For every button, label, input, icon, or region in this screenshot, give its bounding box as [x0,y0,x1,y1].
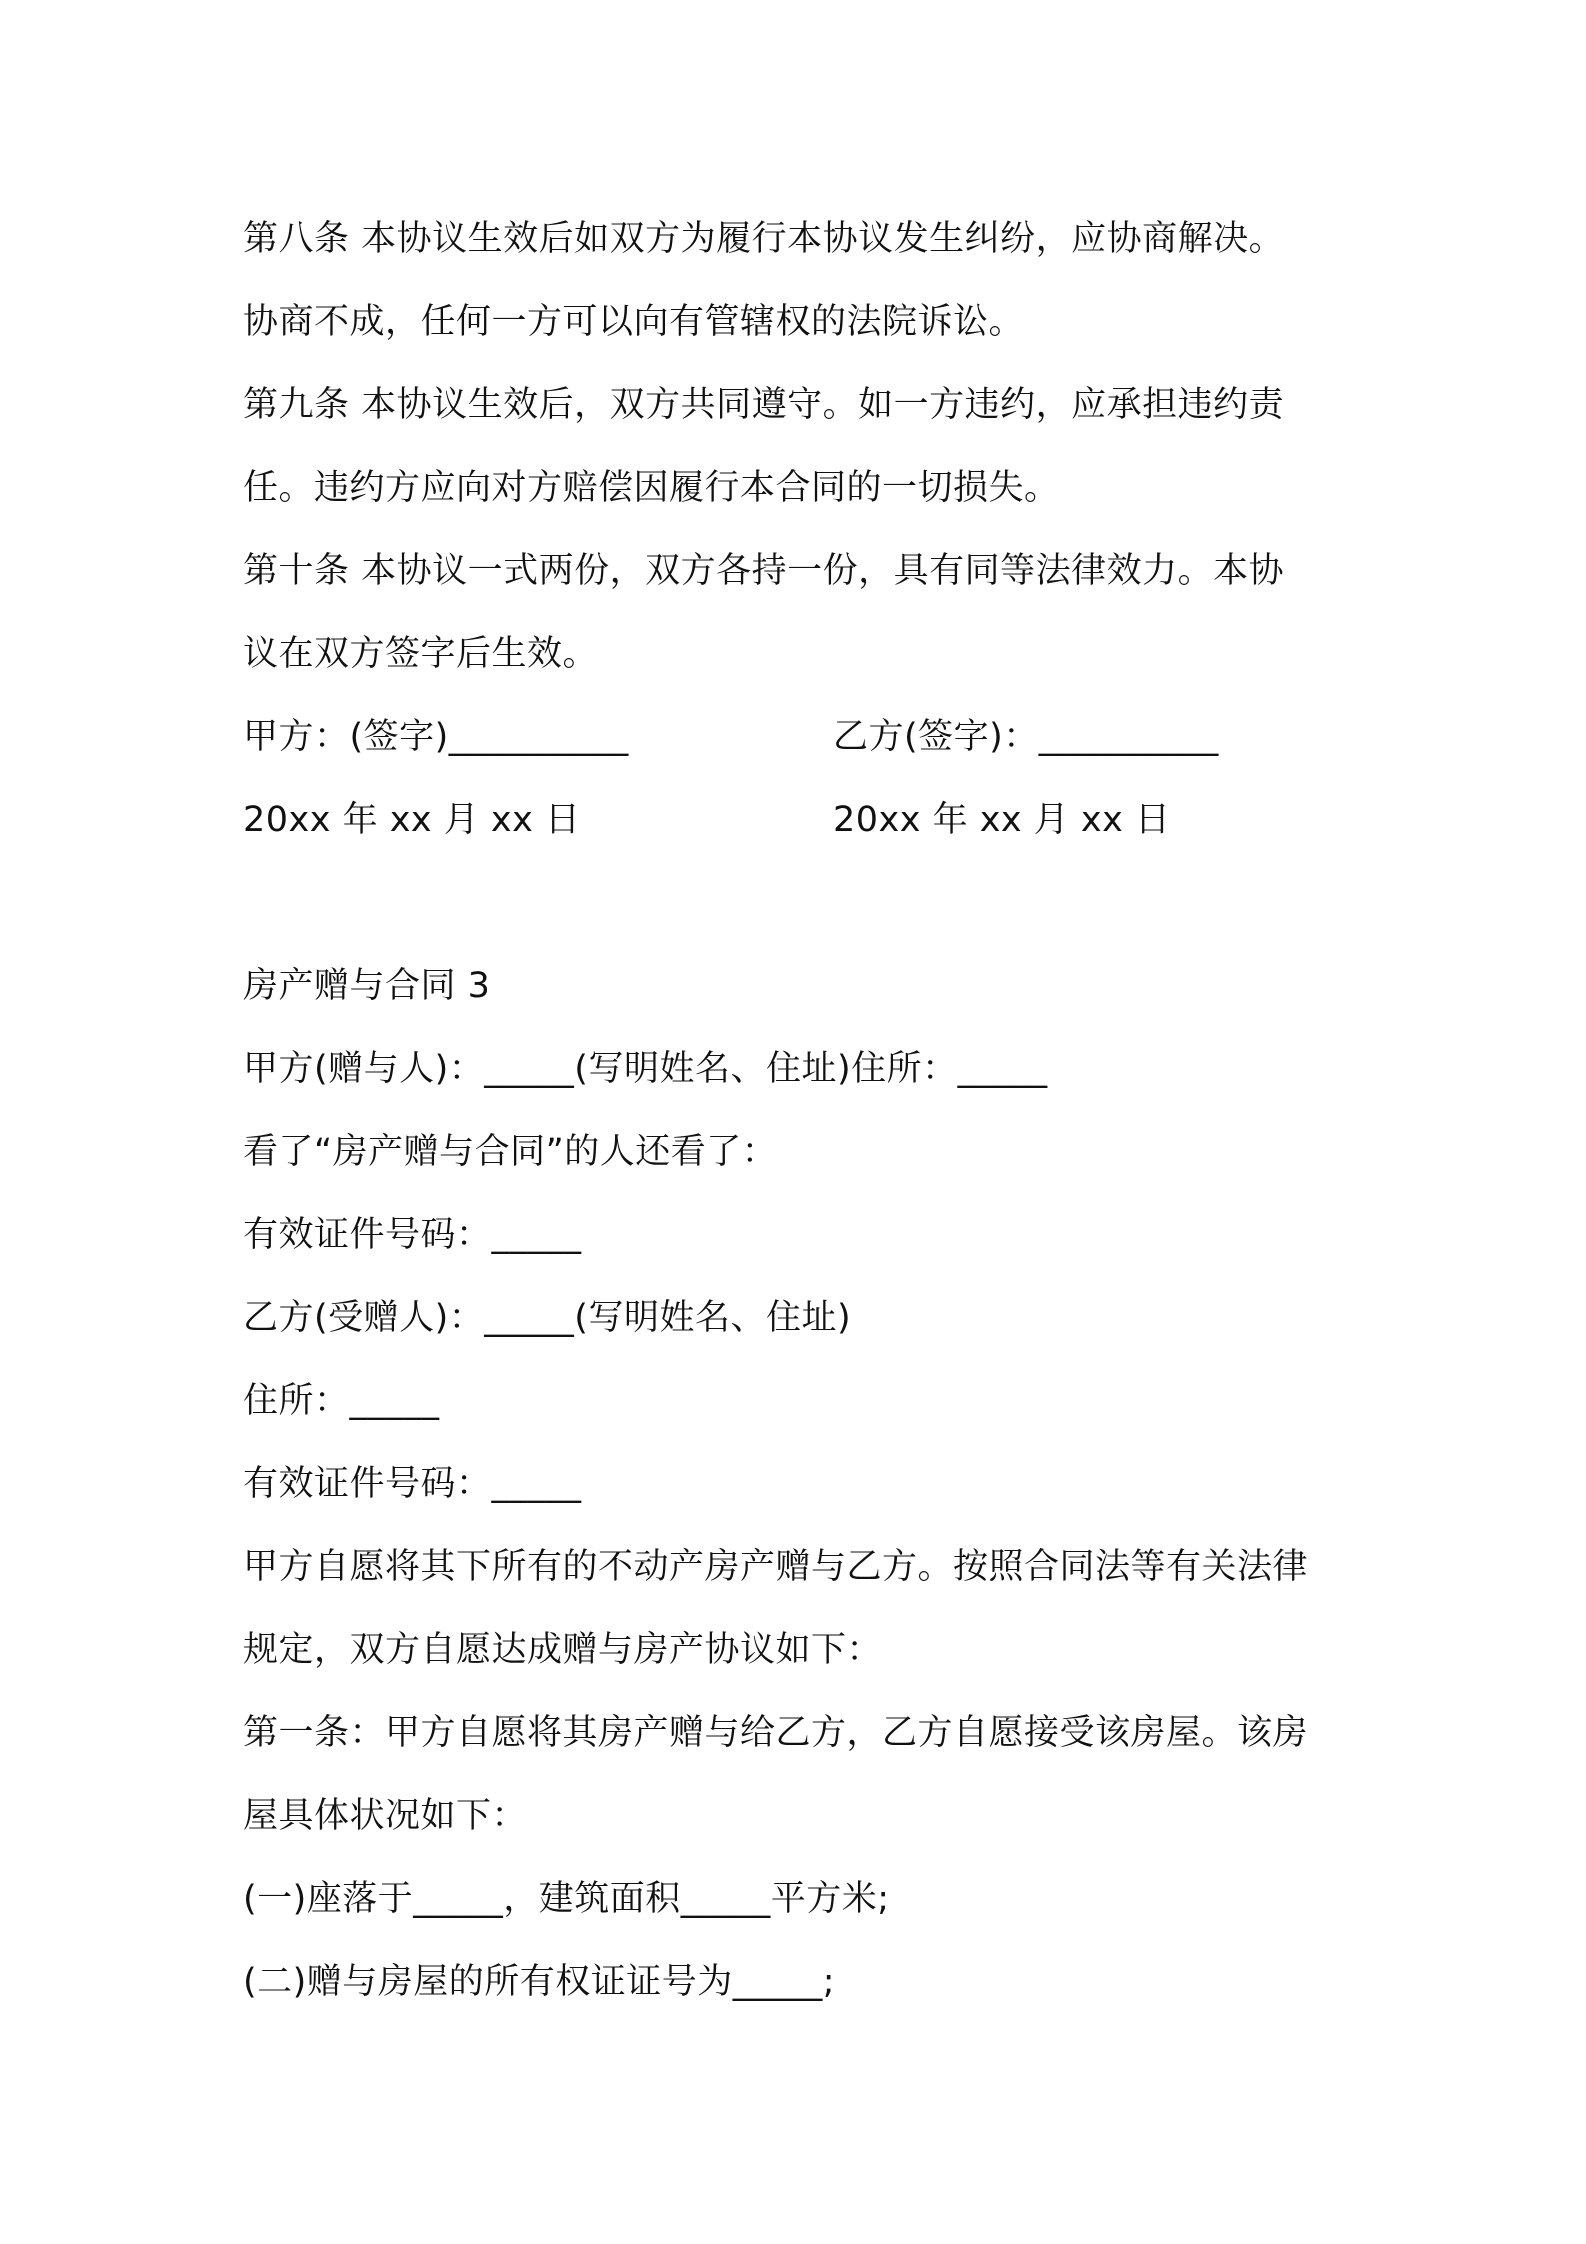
article-9-line-2: 任。违约方应向对方赔偿因履行本合同的一切损失。 [243,468,1060,508]
article-8-line-1: 第八条 本协议生效后如双方为履行本协议发生纠纷，应协商解决。 [243,219,1285,259]
article-10-line-2: 议在双方签字后生效。 [243,634,599,674]
signature-row [243,696,1363,779]
article-10-line-1: 第十条 本协议一式两份，双方各持一份，具有同等法律效力。本协 [243,551,1285,591]
article-9-line-1: 第九条 本协议生效后，双方共同遵守。如一方违约，应承担违约责 [243,385,1285,425]
party-b-date: 20xx 年 xx 月 xx 日 [833,800,1171,840]
party-b-address: 住所：_____ [243,1381,440,1421]
item-1-location-area: (一)座落于_____，建筑面积_____平方米; [243,1879,890,1919]
party-a-date: 20xx 年 xx 月 xx 日 [243,800,581,840]
article-8-line-2: 协商不成，任何一方可以向有管辖权的法院诉讼。 [243,302,1025,342]
party-a-signature: 甲方：(签字)__________ [243,717,629,757]
party-a-info: 甲方(赠与人)：_____(写明姓名、住址)住所：_____ [243,1049,1048,1089]
party-b-id-number: 有效证件号码：_____ [243,1464,582,1504]
article-1-line-1: 第一条：甲方自愿将其房产赠与给乙方，乙方自愿接受该房屋。该房 [243,1713,1309,1753]
contract-title: 房产赠与合同 3 [243,966,491,1006]
intro-line-2: 规定，双方自愿达成赠与房产协议如下： [243,1630,883,1670]
date-row [243,779,1363,862]
document-body [243,198,1363,2024]
party-b-signature: 乙方(签字)：__________ [833,717,1219,757]
item-2-ownership-cert: (二)赠与房屋的所有权证证号为_____; [243,1962,836,2002]
also-viewed-text: 看了“房产赠与合同”的人还看了： [243,1132,778,1172]
article-1-line-2: 屋具体状况如下： [243,1796,528,1836]
party-a-id-number: 有效证件号码：_____ [243,1215,582,1255]
intro-line-1: 甲方自愿将其下所有的不动产房产赠与乙方。按照合同法等有关法律 [243,1547,1309,1587]
party-b-info: 乙方(受赠人)：_____(写明姓名、住址) [243,1298,852,1338]
